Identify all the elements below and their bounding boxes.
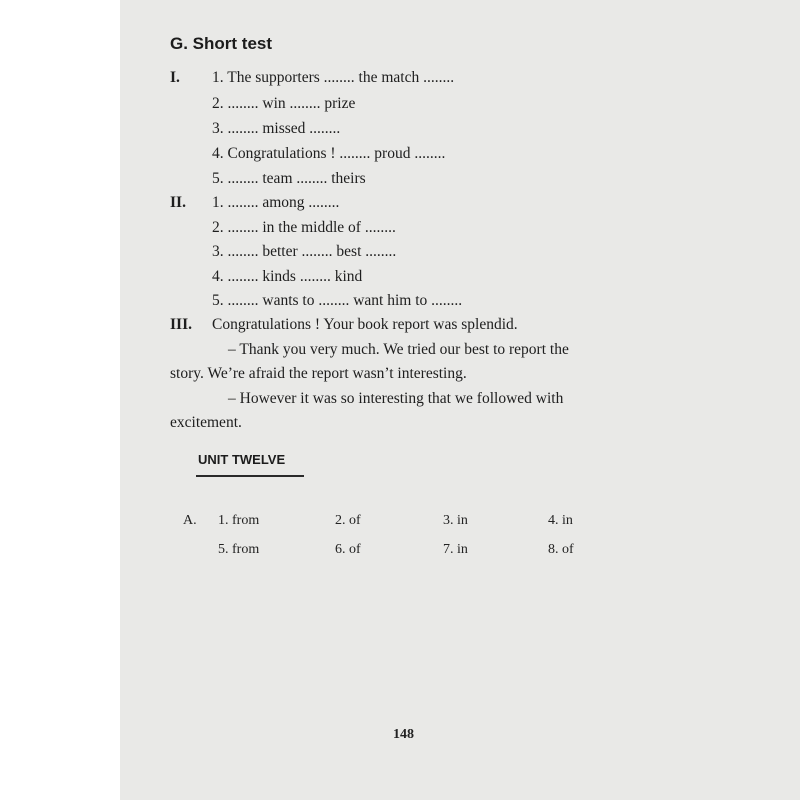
dialogue-line: Congratulations ! Your book report was splendid.	[212, 316, 518, 333]
exercise-item: 3. ........ better ........ best ........	[212, 243, 397, 260]
section-label-2: II.	[170, 194, 186, 211]
exercise-item: 4. Congratulations ! ........ proud ........	[212, 145, 446, 162]
section-label-3: III.	[170, 316, 192, 333]
exercise-item: 5. ........ wants to ........ want him to ........	[212, 292, 463, 309]
answer-item: 7. in	[443, 542, 468, 557]
exercise-item: 2. ........ in the middle of ........	[212, 219, 396, 236]
book-page	[120, 0, 800, 800]
answer-label: A.	[183, 513, 197, 528]
unit-heading: UNIT TWELVE	[198, 452, 286, 467]
answer-item: 2. of	[335, 513, 361, 528]
exercise-item: 1. The supporters ........ the match ........	[212, 69, 455, 86]
dialogue-line: story. We’re afraid the report wasn’t interesting.	[170, 365, 467, 382]
page-number: 148	[393, 727, 414, 742]
section-label-1: I.	[170, 69, 180, 86]
dialogue-line: excitement.	[170, 414, 242, 431]
exercise-item: 3. ........ missed ........	[212, 120, 341, 137]
dialogue-line: – Thank you very much. We tried our best to report the	[228, 341, 569, 358]
dialogue-line: – However it was so interesting that we followed with	[228, 390, 564, 407]
unit-heading-underline	[196, 475, 304, 477]
exercise-item: 5. ........ team ........ theirs	[212, 170, 366, 187]
exercise-item: 4. ........ kinds ........ kind	[212, 268, 363, 285]
answer-item: 4. in	[548, 513, 573, 528]
section-heading: G. Short test	[170, 34, 273, 53]
exercise-item: 2. ........ win ........ prize	[212, 95, 356, 112]
answer-item: 3. in	[443, 513, 468, 528]
answer-item: 1. from	[218, 513, 260, 528]
answer-item: 6. of	[335, 542, 361, 557]
answer-item: 5. from	[218, 542, 260, 557]
answer-item: 8. of	[548, 542, 574, 557]
exercise-item: 1. ........ among ........	[212, 194, 340, 211]
